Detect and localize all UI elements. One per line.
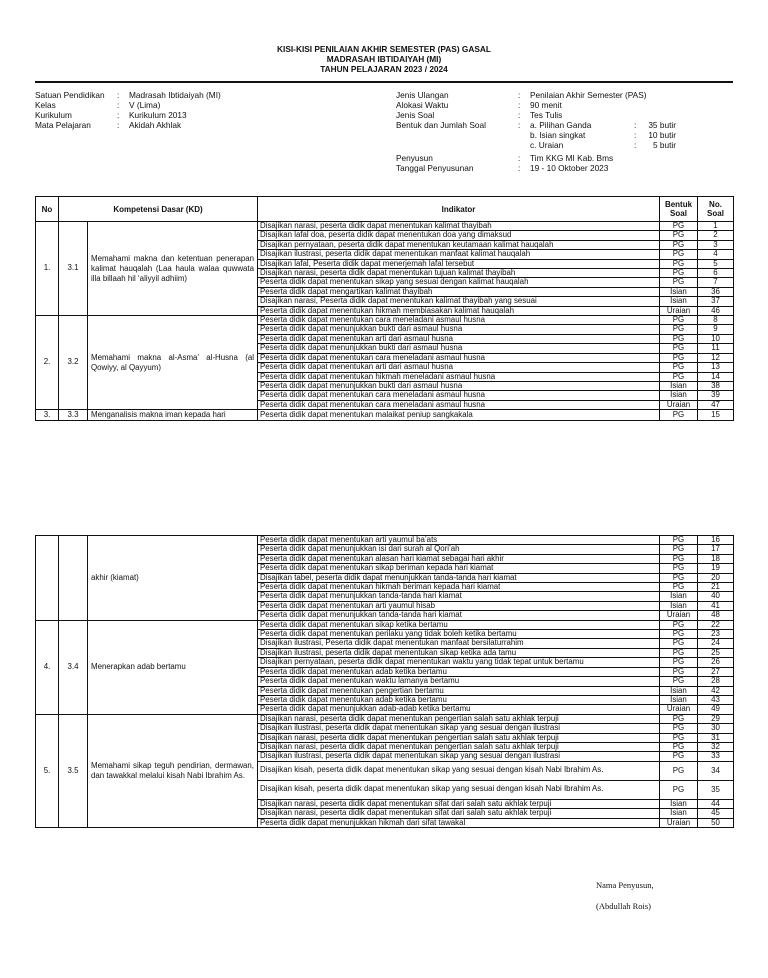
bentuk-cell: PG [660, 648, 698, 657]
bentuk-cell: PG [660, 278, 698, 287]
nosoal-cell: 22 [698, 620, 734, 629]
bentuk-cell: Isian [660, 809, 698, 818]
header-indikator: Indikator [258, 197, 660, 222]
table-row [36, 620, 734, 629]
table-row [36, 410, 734, 421]
bentuk-cell: PG [660, 620, 698, 629]
indicator-cell: Disajikan tabel, peserta didik dapat menunjukkan tanda-tanda hari kiamat [258, 573, 660, 582]
nosoal-cell: 8 [698, 316, 734, 325]
nosoal-cell: 5 [698, 259, 734, 268]
bentuk-cell: PG [660, 554, 698, 563]
indicator-cell: Peserta didik dapat menunjukkan tanda-tanda hari kiamat [258, 592, 660, 601]
nosoal-cell: 14 [698, 372, 734, 381]
nosoal-cell: 35 [698, 780, 734, 799]
kd-code: 3.5 [59, 714, 88, 827]
bentuk-cell: Isian [660, 381, 698, 390]
indicator-cell: Peserta didik dapat menunjukkan bukti dari asmaul husna [258, 344, 660, 353]
kd-number: 4. [36, 620, 59, 714]
nosoal-cell: 28 [698, 677, 734, 686]
bentuk-cell: Isian [660, 695, 698, 704]
indicator-cell: Peserta didik dapat menentukan arti dari asmaul husna [258, 363, 660, 372]
kd-number: 1. [36, 222, 59, 316]
kd-code: 3.2 [59, 316, 88, 410]
indicator-cell: Disajikan ilustrasi, peserta didik dapat menentukan manfaat kalimat hauqalah [258, 250, 660, 259]
bentuk-cell: PG [660, 677, 698, 686]
bentuk-cell: PG [660, 363, 698, 372]
indicator-cell: Peserta didik dapat menentukan sikap ketika bertamu [258, 620, 660, 629]
nosoal-cell: 46 [698, 306, 734, 315]
doc-title: KISI-KISI PENILAIAN AKHIR SEMESTER (PAS) GASAL [277, 44, 491, 54]
nosoal-cell: 23 [698, 630, 734, 639]
indicator-cell: Peserta didik dapat menentukan sikap yang sesuai dengan kalimat hauqalah [258, 278, 660, 287]
info-left [35, 90, 221, 130]
nosoal-cell: 25 [698, 648, 734, 657]
nosoal-cell: 37 [698, 297, 734, 306]
indicator-cell: Peserta didik dapat menentukan malaikat peniup sangkakala [258, 410, 660, 421]
info-left-row: Satuan Pendidikan : Madrasah Ibtidaiyah (MI) [35, 90, 221, 100]
nosoal-cell: 34 [698, 761, 734, 780]
indicator-cell: Disajikan ilustrasi, peserta didik dapat menentukan sikap ketika ada tamu [258, 648, 660, 657]
bentuk-cell: Isian [660, 592, 698, 601]
nosoal-cell: 43 [698, 695, 734, 704]
indicator-cell: Disajikan narasi, peserta didik dapat menentukan pengertian salah satu akhlak terpuji [258, 733, 660, 742]
indicator-cell: Peserta didik dapat menentukan cara meneladani asmaul husna [258, 353, 660, 362]
kisi-table-2 [35, 535, 734, 828]
nosoal-cell: 33 [698, 752, 734, 761]
nosoal-cell: 48 [698, 611, 734, 620]
info-alokasi: Alokasi Waktu : 90 menit [396, 100, 562, 110]
header-kd: Kompetensi Dasar (KD) [59, 197, 258, 222]
indicator-cell: Peserta didik dapat mengartikan kalimat thayibah [258, 287, 660, 296]
indicator-cell: Peserta didik dapat menentukan hikmah beriman kepada hari kiamat [258, 583, 660, 592]
bentuk-cell: Isian [660, 799, 698, 808]
info-tanggal: Tanggal Penyusunan : 19 - 10 Oktober 2023 [396, 163, 609, 173]
kd-number: 2. [36, 316, 59, 410]
info-jenis-ulangan: Jenis Ulangan : Penilaian Akhir Semester (PAS) [396, 90, 647, 100]
bentuk-cell: PG [660, 231, 698, 240]
bentuk-cell: PG [660, 630, 698, 639]
info-penyusun: Penyusun : Tim KKG MI Kab. Bms [396, 153, 614, 163]
bentuk-cell: Uraian [660, 611, 698, 620]
indicator-cell: Disajikan narasi, Peserta didik dapat menentukan kalimat thayibah yang sesuai [258, 297, 660, 306]
nosoal-cell: 15 [698, 410, 734, 421]
nosoal-cell: 21 [698, 583, 734, 592]
indicator-cell: Peserta didik dapat menentukan cara meneladani asmaul husna [258, 391, 660, 400]
indicator-cell: Peserta didik dapat menentukan adab ketika bertamu [258, 695, 660, 704]
signature-label: Nama Penyusun, [596, 880, 654, 890]
indicator-cell: Peserta didik dapat menentukan perilaku yang tidak boleh ketika bertamu [258, 630, 660, 639]
bentuk-cell: PG [660, 536, 698, 545]
indicator-cell: Peserta didik dapat menentukan hikmah meneladani asmaul husna [258, 372, 660, 381]
nosoal-cell: 13 [698, 363, 734, 372]
indicator-cell: Disajikan ilustrasi, Peserta didik dapat menentukan manfaat bersilaturrahim [258, 639, 660, 648]
header-nosoal: No. Soal [698, 197, 734, 222]
kd-description: Memahami makna al-Asma’ al-Husna (al Qowiyy, al Qayyum) [88, 316, 258, 410]
kd-code [59, 536, 88, 621]
header-bentuk: Bentuk Soal [660, 197, 698, 222]
bentuk-cell: Isian [660, 601, 698, 610]
table-row [36, 222, 734, 231]
nosoal-cell: 4 [698, 250, 734, 259]
bentuk-cell: PG [660, 410, 698, 421]
nosoal-cell: 6 [698, 269, 734, 278]
bentuk-cell: PG [660, 240, 698, 249]
nosoal-cell: 38 [698, 381, 734, 390]
header-no: No [36, 197, 59, 222]
bentuk-cell: Uraian [660, 400, 698, 409]
nosoal-cell: 17 [698, 545, 734, 554]
bentuk-cell: PG [660, 658, 698, 667]
bentuk-cell: PG [660, 780, 698, 799]
indicator-cell: Disajikan narasi, peserta didik dapat menentukan pengertian salah satu akhlak terpuji [258, 742, 660, 751]
nosoal-cell: 27 [698, 667, 734, 676]
kd-code: 3.4 [59, 620, 88, 714]
doc-subtitle: MADRASAH IBTIDAIYAH (MI) [326, 54, 442, 64]
nosoal-cell: 10 [698, 334, 734, 343]
table-row [36, 536, 734, 545]
header-rule [35, 81, 733, 83]
kd-description: akhir (kiamat) [88, 536, 258, 621]
indicator-cell: Peserta didik dapat menentukan arti yaumul ba’ats [258, 536, 660, 545]
nosoal-cell: 40 [698, 592, 734, 601]
indicator-cell: Peserta didik dapat menentukan sikap beriman kepada hari kiamat [258, 564, 660, 573]
bentuk-cell: PG [660, 761, 698, 780]
kd-description: Memahami sikap teguh pendirian, dermawan, dan tawakkal melalui kisah Nabi Ibrahim As. [88, 714, 258, 827]
nosoal-cell: 11 [698, 344, 734, 353]
bentuk-cell: Uraian [660, 818, 698, 827]
indicator-cell: Peserta didik dapat menentukan waktu lamanya bertamu [258, 677, 660, 686]
bentuk-cell: PG [660, 724, 698, 733]
indicator-cell: Disajikan lafal doa, peserta didik dapat menentukan doa yang dimaksud [258, 231, 660, 240]
kd-code: 3.1 [59, 222, 88, 316]
bentuk-cell: Isian [660, 287, 698, 296]
info-bentuk: Bentuk dan Jumlah Soal : a. Pilihan Ganda : 35 butir [396, 120, 676, 130]
indicator-cell: Peserta didik dapat menentukan cara meneladani asmaul husna [258, 400, 660, 409]
indicator-cell: Disajikan pernyataan, peserta didik dapat menentukan keutamaan kalimat hauqalah [258, 240, 660, 249]
bentuk-cell: PG [660, 752, 698, 761]
indicator-cell: Disajikan pernyataan, peserta didik dapat menentukan waktu yang tidak tepat untuk bertamu [258, 658, 660, 667]
info-left-row: Kelas : V (Lima) [35, 100, 161, 110]
bentuk-cell: PG [660, 269, 698, 278]
nosoal-cell: 1 [698, 222, 734, 231]
nosoal-cell: 39 [698, 391, 734, 400]
nosoal-cell: 2 [698, 231, 734, 240]
indicator-cell: Peserta didik dapat menunjukkan bukti dari asmaul husna [258, 381, 660, 390]
bentuk-cell: PG [660, 334, 698, 343]
nosoal-cell: 45 [698, 809, 734, 818]
nosoal-cell: 30 [698, 724, 734, 733]
indicator-cell: Peserta didik dapat menentukan pengertian bertamu [258, 686, 660, 695]
bentuk-cell: Isian [660, 686, 698, 695]
nosoal-cell: 41 [698, 601, 734, 610]
bentuk-cell: PG [660, 250, 698, 259]
bentuk-cell: PG [660, 667, 698, 676]
indicator-cell: Disajikan narasi, peserta didik dapat menentukan sifat dari salah satu akhlak terpuji [258, 809, 660, 818]
nosoal-cell: 31 [698, 733, 734, 742]
indicator-cell: Peserta didik dapat menunjukkan isi dari surah al Qori’ah [258, 545, 660, 554]
nosoal-cell: 9 [698, 325, 734, 334]
nosoal-cell: 3 [698, 240, 734, 249]
info-jenis-soal: Jenis Soal : Tes Tulis [396, 110, 563, 120]
nosoal-cell: 19 [698, 564, 734, 573]
indicator-cell: Disajikan kisah, peserta didik dapat menentukan sikap yang sesuai dengan kisah Nabi Ibrahim As. [258, 780, 660, 799]
nosoal-cell: 16 [698, 536, 734, 545]
kd-description: Memahami makna dan ketentuan penerapan kalimat hauqalah (Laa haula walaa quwwata illa billaah hil ‘aliyyil adhiim) [88, 222, 258, 316]
kd-number: 3. [36, 410, 59, 421]
indicator-cell: Peserta didik dapat menentukan cara meneladani asmaul husna [258, 316, 660, 325]
nosoal-cell: 44 [698, 799, 734, 808]
bentuk-cell: PG [660, 325, 698, 334]
bentuk-cell: PG [660, 639, 698, 648]
bentuk-cell: PG [660, 316, 698, 325]
indicator-cell: Peserta didik dapat menunjukkan bukti dari asmaul husna [258, 325, 660, 334]
nosoal-cell: 29 [698, 714, 734, 723]
info-left-row: Mata Pelajaran : Akidah Akhlak [35, 120, 182, 130]
kd-number [36, 536, 59, 621]
kd-description: Menerapkan adab bertamu [88, 620, 258, 714]
indicator-cell: Peserta didik dapat menentukan alasan hari kiamat sebagai hari akhir [258, 554, 660, 563]
bentuk-cell: PG [660, 259, 698, 268]
nosoal-cell: 18 [698, 554, 734, 563]
table-row [36, 714, 734, 723]
info-right [396, 90, 676, 173]
indicator-cell: Peserta didik dapat menunjukkan tanda-tanda hari kiamat [258, 611, 660, 620]
bentuk-cell: Isian [660, 297, 698, 306]
indicator-cell: Disajikan ilustrasi, peserta didik dapat menentukan sikap yang sesuai dengan ilustrasi [258, 724, 660, 733]
kd-code: 3.3 [59, 410, 88, 421]
nosoal-cell: 32 [698, 742, 734, 751]
nosoal-cell: 26 [698, 658, 734, 667]
bentuk-cell: PG [660, 545, 698, 554]
bentuk-cell: PG [660, 583, 698, 592]
bentuk-cell: Uraian [660, 306, 698, 315]
indicator-cell: Disajikan narasi, peserta didik dapat menentukan sifat dari salah satu akhlak terpuji [258, 799, 660, 808]
signature-name: (Abdullah Rois) [596, 901, 652, 911]
info-bentuk-c: c. Uraian : 5 butir [530, 140, 676, 150]
nosoal-cell: 49 [698, 705, 734, 714]
bentuk-cell: PG [660, 353, 698, 362]
table-row [36, 316, 734, 325]
indicator-cell: Disajikan ilustrasi, peserta didik dapat menentukan sikap yang sesuai dengan ilustrasi [258, 752, 660, 761]
indicator-cell: Peserta didik dapat menentukan arti dari asmaul husna [258, 334, 660, 343]
info-bentuk-b: b. Isian singkat : 10 butir [530, 130, 676, 140]
bentuk-cell: PG [660, 372, 698, 381]
indicator-cell: Peserta didik dapat menentukan hikmah membiasakan kalimat hauqalah [258, 306, 660, 315]
nosoal-cell: 50 [698, 818, 734, 827]
kd-description: Menganalisis makna iman kepada hari [88, 410, 258, 421]
nosoal-cell: 24 [698, 639, 734, 648]
indicator-cell: Disajikan narasi, peserta didik dapat menentukan tujuan kalimat thayibah [258, 269, 660, 278]
info-left-row: Kurikulum : Kurikulum 2013 [35, 110, 187, 120]
indicator-cell: Peserta didik dapat menunjukkan adab-adab ketika bertamu [258, 705, 660, 714]
bentuk-cell: PG [660, 222, 698, 231]
indicator-cell: Peserta didik dapat menentukan arti yaumul hisab [258, 601, 660, 610]
indicator-cell: Disajikan lafal, Peserta didik dapat menerjemah lafal tersebut [258, 259, 660, 268]
bentuk-cell: PG [660, 742, 698, 751]
bentuk-cell: PG [660, 573, 698, 582]
bentuk-cell: PG [660, 564, 698, 573]
bentuk-cell: Isian [660, 391, 698, 400]
kd-number: 5. [36, 714, 59, 827]
nosoal-cell: 47 [698, 400, 734, 409]
nosoal-cell: 42 [698, 686, 734, 695]
doc-year: TAHUN PELAJARAN 2023 / 2024 [320, 64, 448, 74]
kisi-table-1 [35, 196, 734, 421]
indicator-cell: Disajikan kisah, peserta didik dapat menentukan sikap yang sesuai dengan kisah Nabi Ibrahim As. [258, 761, 660, 780]
bentuk-cell: Uraian [660, 705, 698, 714]
bentuk-cell: PG [660, 733, 698, 742]
indicator-cell: Peserta didik dapat menunjukkan hikmah dari sifat tawakal [258, 818, 660, 827]
indicator-cell: Disajikan narasi, peserta didik dapat menentukan pengertian salah satu akhlak terpuji [258, 714, 660, 723]
nosoal-cell: 12 [698, 353, 734, 362]
nosoal-cell: 7 [698, 278, 734, 287]
bentuk-cell: PG [660, 714, 698, 723]
bentuk-cell: PG [660, 344, 698, 353]
indicator-cell: Peserta didik dapat menentukan adab ketika bertamu [258, 667, 660, 676]
nosoal-cell: 36 [698, 287, 734, 296]
indicator-cell: Disajikan narasi, peserta didik dapat menentukan kalimat thayibah [258, 222, 660, 231]
nosoal-cell: 20 [698, 573, 734, 582]
